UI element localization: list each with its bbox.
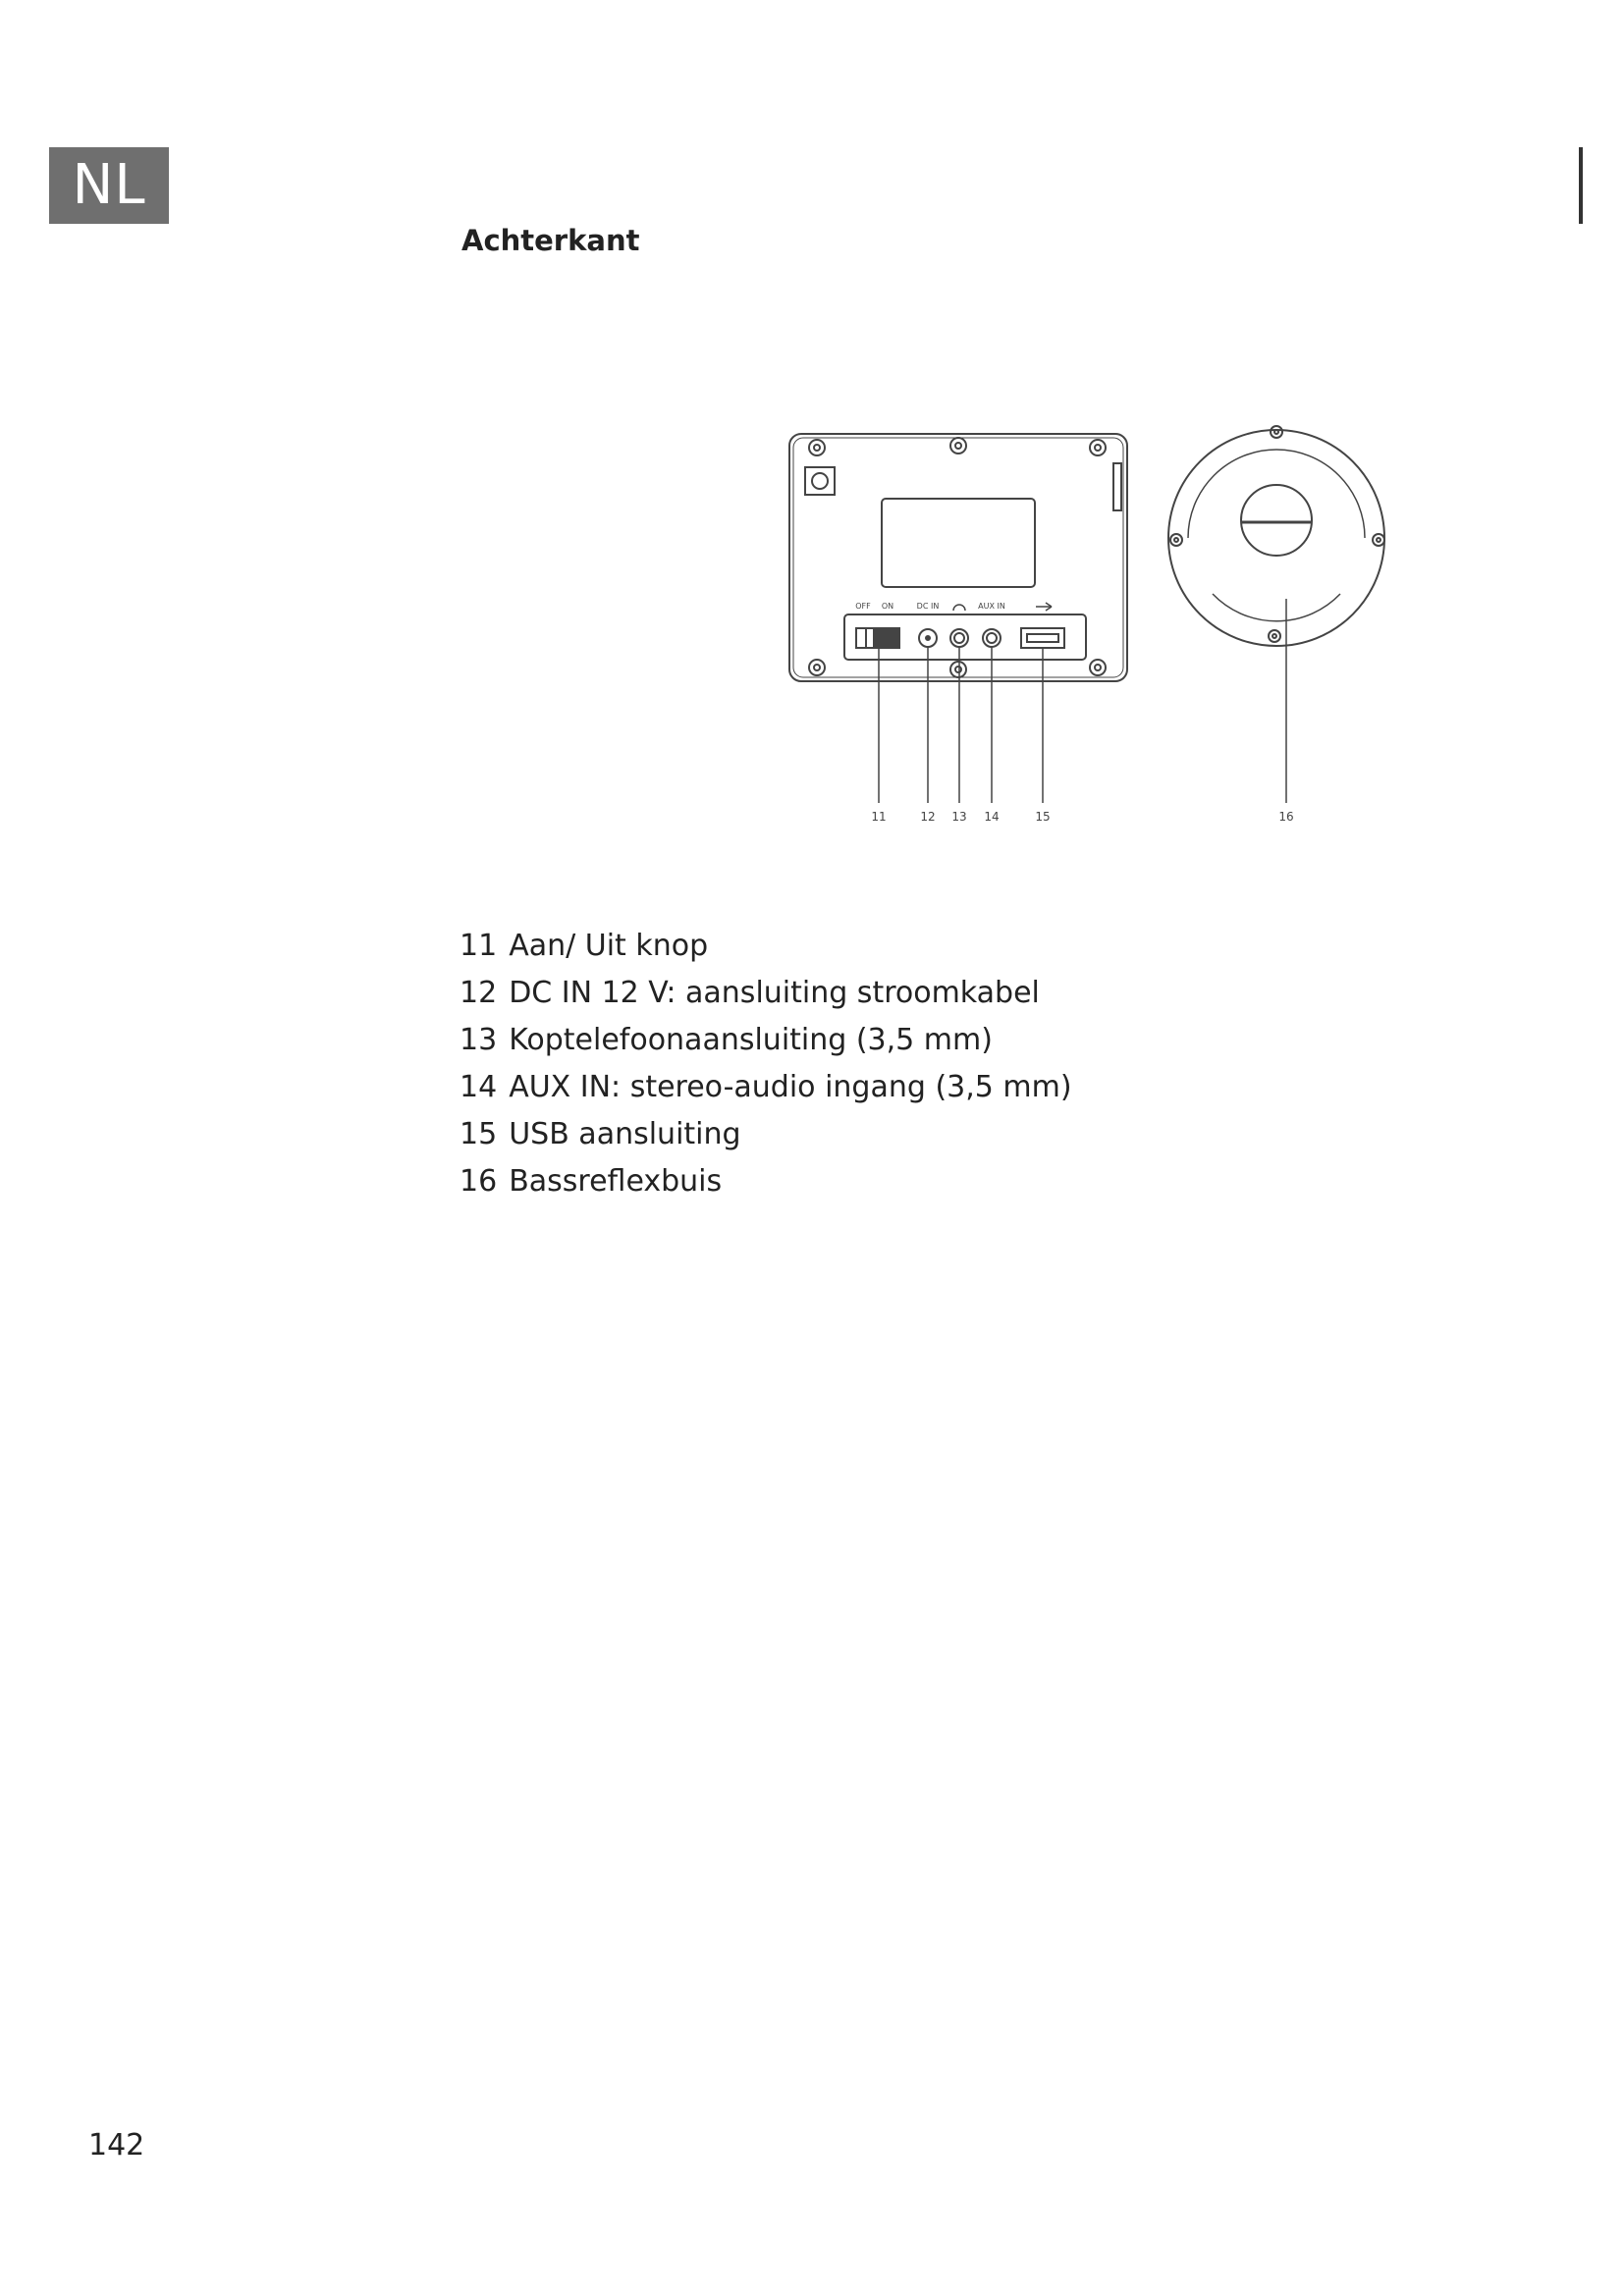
list-item-label: Bassreflexbuis: [509, 1164, 723, 1199]
list-item-label: USB aansluiting: [509, 1117, 741, 1151]
list-item: [460, 923, 1072, 970]
screw-icon: [1373, 534, 1384, 546]
section-heading: Achterkant: [461, 224, 640, 257]
screw-icon: [1170, 534, 1182, 546]
list-item-label: Koptelefoonaansluiting (3,5 mm): [509, 1023, 993, 1057]
panel-label-off: OFF: [855, 602, 871, 611]
screw-icon: [1090, 660, 1106, 675]
usb-symbol-icon: [1036, 603, 1052, 611]
list-item-label: DC IN 12 V: aansluiting stroomkabel: [509, 976, 1040, 1010]
callout-number: 16: [1278, 810, 1294, 824]
panel-label-dc-in: DC IN: [916, 602, 940, 611]
list-item: [460, 1064, 1072, 1111]
list-item: [460, 1158, 1072, 1205]
list-item: [460, 1017, 1072, 1064]
headphone-symbol-icon: [953, 605, 965, 611]
page-edge-marker: [1579, 147, 1583, 224]
screw-icon: [1269, 630, 1280, 642]
screw-icon: [809, 440, 825, 455]
parts-list: [460, 923, 1072, 1205]
power-switch-icon: [856, 628, 899, 648]
screw-icon: [1271, 426, 1282, 438]
bass-reflex-port: [1168, 430, 1384, 646]
label-plate: [882, 499, 1035, 587]
aux-in-jack-icon: [983, 629, 1001, 647]
panel-label-on: ON: [881, 602, 894, 611]
screw-icon: [950, 438, 966, 454]
callout-number: 15: [1035, 810, 1051, 824]
list-item-label: Aan/ Uit knop: [509, 929, 709, 963]
callout-number: 14: [984, 810, 1000, 824]
list-item-label: AUX IN: stereo-audio ingang (3,5 mm): [509, 1070, 1072, 1104]
list-item: [460, 1111, 1072, 1158]
list-item-number: 15: [460, 1117, 498, 1151]
housing-inner-outline: [793, 438, 1123, 677]
screw-icon: [809, 660, 825, 675]
dc-in-jack-icon: [919, 629, 937, 647]
usb-port-icon: [1021, 628, 1064, 648]
list-item-number: 12: [460, 976, 498, 1010]
callout-number: 11: [871, 810, 887, 824]
list-item-number: 13: [460, 1023, 498, 1057]
panel-label-aux-in: AUX IN: [978, 602, 1005, 611]
list-item-number: 16: [460, 1164, 498, 1199]
rear-panel-diagram: [776, 422, 1404, 834]
list-item-number: 14: [460, 1070, 498, 1104]
side-slot: [1113, 463, 1121, 510]
callout-number: 12: [920, 810, 936, 824]
page-number: 142: [88, 2128, 145, 2163]
callout-number: 13: [951, 810, 967, 824]
screw-icon: [950, 662, 966, 677]
screw-icon: [1090, 440, 1106, 455]
housing-outline: [789, 434, 1127, 681]
callout-leader-lines: [879, 599, 1286, 803]
headphone-jack-icon: [950, 629, 968, 647]
warning-label-icon: [805, 467, 835, 495]
list-item-number: 11: [460, 929, 498, 963]
list-item: [460, 970, 1072, 1017]
language-tab: NL: [49, 147, 169, 224]
